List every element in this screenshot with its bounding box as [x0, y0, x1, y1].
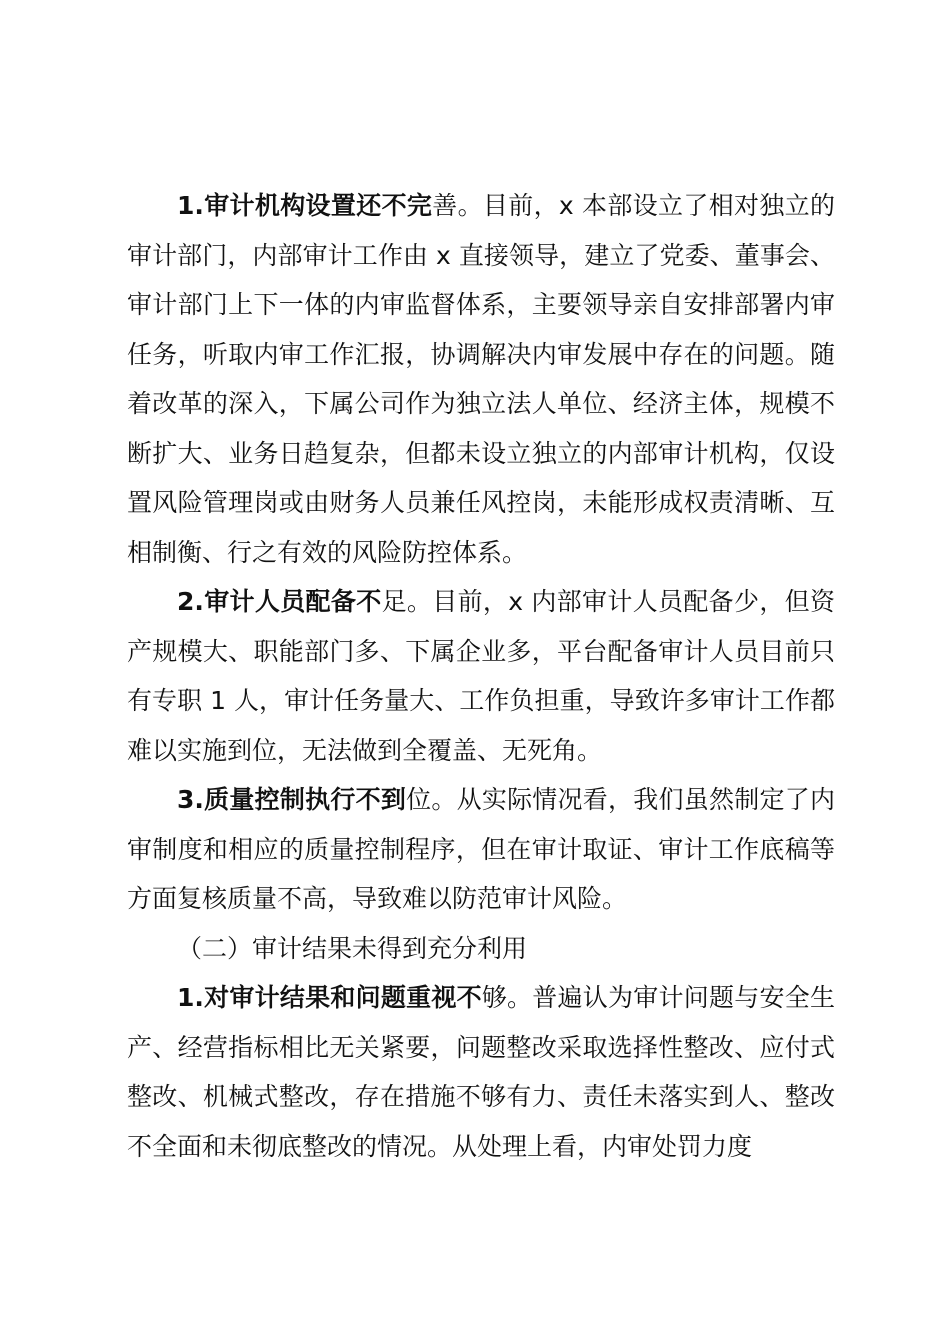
paragraph-lead: 3.质量控制执行不到 [177, 785, 407, 814]
paragraph-lead: 1.审计机构设置还不完 [177, 191, 433, 220]
paragraph-text: 够。普遍认为审计问题与安全生产、经营指标相比无关紧要，问题整改采取选择性整改、应付式整改、机械式整改，存在措施不够有力、责任未落实到人、整改不全面和未彻底整改的情况。从处理上看，内审处罚力度 [127, 983, 835, 1161]
paragraph-lead: 2.审计人员配备不 [177, 587, 382, 616]
paragraph-audit-organization [127, 181, 835, 577]
paragraph-text: 位。从实际情况看，我们虽然制定了内审制度和相应的质量控制程序，但在审计取证、审计工作底稿等方面复核质量不高，导致难以防范审计风险。 [127, 785, 835, 913]
document-body [127, 181, 835, 1171]
paragraph-audit-staffing [127, 577, 835, 775]
paragraph-quality-control [127, 775, 835, 924]
paragraph-audit-results [127, 973, 835, 1171]
paragraph-text: 足。目前，x 内部审计人员配备少，但资产规模大、职能部门多、下属企业多，平台配备审计人员目前只有专职 1 人，审计任务量大、工作负担重，导致许多审计工作都难以实施到位，无法做到全覆盖、无死角。 [127, 587, 835, 765]
paragraph-text: 善。目前，x 本部设立了相对独立的审计部门，内部审计工作由 x 直接领导，建立了党委、董事会、审计部门上下一体的内审监督体系，主要领导亲自安排部署内审任务，听取内审工作汇报，协调解决内审发展中存在的问题。随着改革的深入，下属公司作为独立法人单位、经济主体，规模不断扩大、业务日趋复杂，但都未设立独立的内部审计机构，仅设置风险管理岗或由财务人员兼任风控岗，未能形成权责清晰、互相制衡、行之有效的风险防控体系。 [127, 191, 835, 567]
paragraph-lead: 1.对审计结果和问题重视不 [177, 983, 482, 1012]
section-heading: （二）审计结果未得到充分利用 [177, 933, 528, 963]
